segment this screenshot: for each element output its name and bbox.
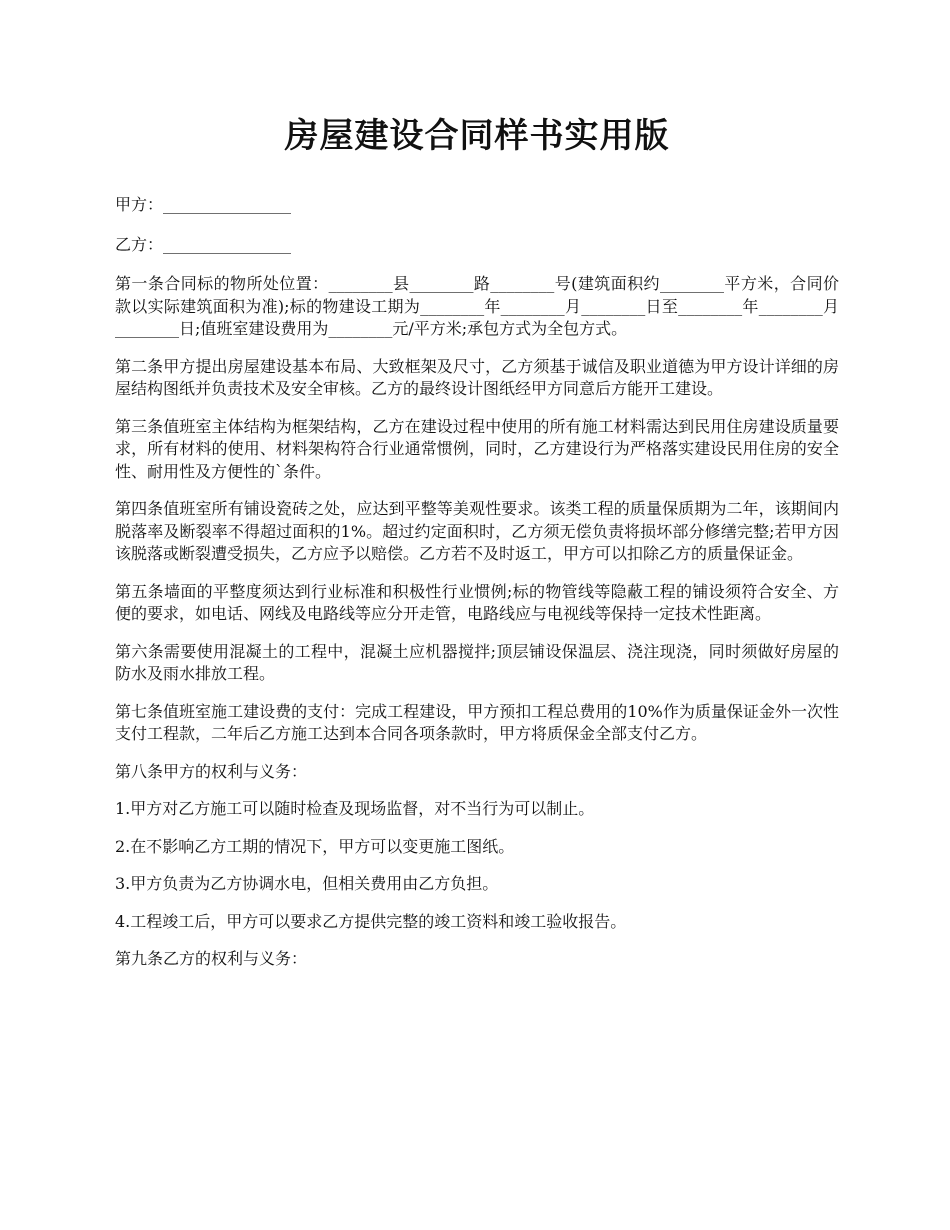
clause-8-item-4: 4.工程竣工后，甲方可以要求乙方提供完整的竣工资料和竣工验收报告。 (115, 911, 627, 931)
clause-6: 第六条需要使用混凝土的工程中，混凝土应机器搅拌;顶层铺设保温层、浇注现浇，同时须做好房屋的防水及雨水排放工程。 (115, 641, 839, 683)
clause-2: 第二条甲方提出房屋建设基本布局、大致框架及尺寸，乙方须基于诚信及职业道德为甲方设计详细的房屋结构图纸并负责技术及安全审核。乙方的最终设计图纸经甲方同意后方能开工建设。 (115, 356, 839, 398)
document-page (115, 108, 839, 986)
clause-1: 第一条合同标的物所处位置：________县________路________号(建筑面积约________平方米，合同价款以实际建筑面积为准);标的物建设工期为________年________月________日至________年________月________日;值班室建设费用为________元/平方米;承包方式为全包方式。 (115, 274, 839, 338)
document-title: 房屋建设合同样书实用版 (284, 116, 670, 156)
clause-8-item-1: 1.甲方对乙方施工可以随时检查及现场监督，对不当行为可以制止。 (115, 799, 595, 818)
clause-7: 第七条值班室施工建设费的支付：完成工程建设，甲方预扣工程总费用的10%作为质量保证金外一次性支付工程款，二年后乙方施工达到本合同各项条款时，甲方将质保金全部支付乙方。 (115, 701, 839, 743)
clause-5: 第五条墙面的平整度须达到行业标准和积极性行业惯例;标的物管线等隐蔽工程的铺设须符合安全、方便的要求，如电话、网线及电路线等应分开走管，电路线应与电视线等保持一定技术性距离。 (115, 581, 839, 623)
party-a-line: 甲方：________________ (115, 195, 292, 214)
clause-8-heading: 第八条甲方的权利与义务： (115, 761, 308, 781)
clause-3: 第三条值班室主体结构为框架结构，乙方在建设过程中使用的所有施工材料需达到民用住房建设质量要求，所有材料的使用、材料架构符合行业通常惯例，同时，乙方建设行为严格落实建设民用住房的安全性、耐用性及方便性的`条件。 (115, 416, 839, 481)
party-b-line: 乙方：________________ (115, 234, 292, 254)
clause-8-item-2: 2.在不影响乙方工期的情况下，甲方可以变更施工图纸。 (115, 836, 515, 856)
clause-8-item-3: 3.甲方负责为乙方协调水电，但相关费用由乙方负担。 (115, 874, 499, 893)
clause-4: 第四条值班室所有铺设瓷砖之处，应达到平整等美观性要求。该类工程的质量保质期为二年，该期间内脱落率及断裂率不得超过面积的1%。超过约定面积时，乙方须无偿负责将损坏部分修缮完整;若甲方因该脱落或断裂遭受损失，乙方应予以赔偿。乙方若不及时返工，甲方可以扣除乙方的质量保证金。 (115, 499, 839, 563)
clause-9-heading: 第九条乙方的权利与义务： (115, 949, 308, 968)
